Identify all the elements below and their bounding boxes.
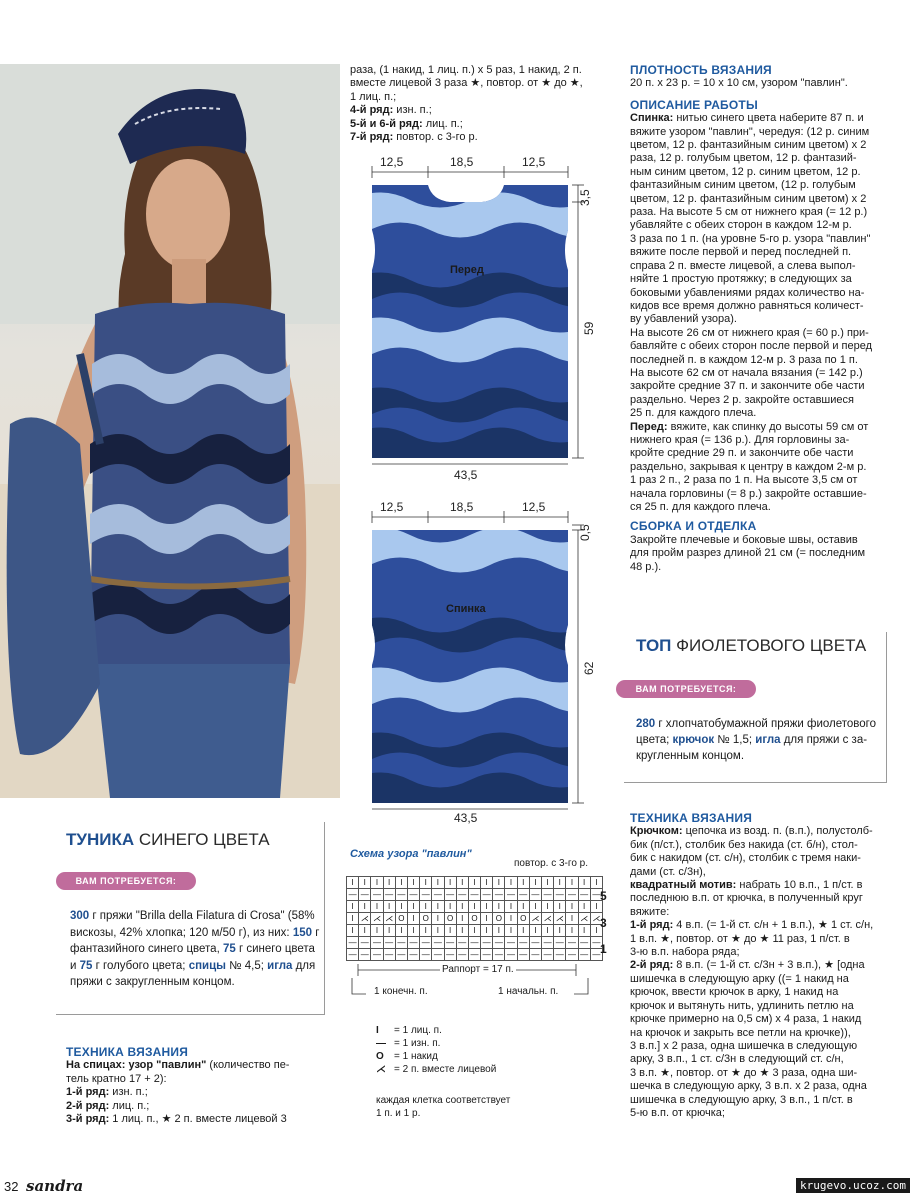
chart-cell: I (493, 925, 505, 937)
chart-cell: — (383, 937, 395, 949)
crochet-line: вяжите: (630, 905, 670, 918)
chart-cell: I (517, 877, 529, 889)
assembly-text (630, 534, 892, 574)
legend-item: — = 1 изн. п. (376, 1038, 441, 1049)
chart-cell: I (468, 877, 480, 889)
text-line: нижнего края (= 136 р.). Для горловины за- (630, 433, 850, 446)
text-line: закройте средние 37 п. и закончите обе части (630, 380, 865, 393)
chart-cell: — (395, 889, 407, 901)
text-line: кидов все время должно равняться количест- (630, 299, 864, 312)
tunic-needs-badge: ВАМ ПОТРЕБУЕТСЯ: (56, 872, 196, 890)
schematic-front-drawing (350, 150, 610, 490)
chart-cell: I (420, 925, 432, 937)
chart-cell: I (407, 925, 419, 937)
chart-cell: — (468, 889, 480, 901)
chart-cell: I (347, 925, 359, 937)
chart-cell: — (566, 889, 578, 901)
chart-cell: — (432, 937, 444, 949)
chart-cell: I (383, 901, 395, 913)
front-dim-top-right: 12,5 (522, 155, 546, 169)
chart-cell: I (395, 901, 407, 913)
schematic-back (350, 495, 610, 830)
chart-cell: I (420, 877, 432, 889)
chart-cell: — (517, 949, 529, 961)
chart-cell: — (468, 937, 480, 949)
chart-cell: I (359, 925, 371, 937)
chart-cell: — (371, 949, 383, 961)
chart-cell: — (359, 937, 371, 949)
chart-cell: O (468, 913, 480, 925)
chart-cell: I (468, 925, 480, 937)
chart-start-stitch: 1 начальн. п. (498, 986, 559, 997)
chart-cell: I (493, 877, 505, 889)
stitch-chart (346, 848, 618, 1048)
top-title: ТОП ФИОЛЕТОВОГО ЦВЕТА (636, 636, 867, 655)
instructions-right (630, 64, 892, 574)
chart-legend (376, 1024, 596, 1120)
text-line: Закройте плечевые и боковые швы, оставив (630, 533, 858, 546)
text-line: На высоте 62 см от начала вязания (= 142 р.) (630, 366, 863, 379)
chart-cell: — (481, 949, 493, 961)
chart-cell: — (395, 949, 407, 961)
back-description (630, 112, 892, 420)
chart-cell: I (578, 925, 590, 937)
text-line: цветом, 12 р. фантазийным синим цветом) x 2 (630, 139, 867, 152)
chart-cell: — (432, 949, 444, 961)
chart-cell: I (481, 925, 493, 937)
crochet-line: квадратный мотив: набрать 10 в.п., 1 п/ст. в (630, 879, 863, 892)
back-dim-top-left: 12,5 (380, 500, 404, 514)
back-dim-height: 62 (582, 661, 596, 675)
chart-cell: I (383, 877, 395, 889)
chart-cell: — (371, 889, 383, 901)
crochet-line: 2-й ряд: 8 в.п. (= 1-й ст. с/3н + 3 в.п.), ★ [одна (630, 959, 865, 972)
legend-symbol: I (376, 1025, 379, 1036)
chart-cell: — (456, 949, 468, 961)
chart-cell: — (420, 949, 432, 961)
pattern-line: вместе лицевой 3 раза ★, повтор. от ★ до ★, (350, 77, 583, 90)
legend-list (376, 1024, 596, 1076)
chart-cell: — (407, 949, 419, 961)
chart-cell: — (554, 889, 566, 901)
text-line: начала горловины (= 8 р.) закройте оставшие- (630, 487, 867, 500)
chart-cell: I (517, 901, 529, 913)
chart-row-1: 1 (600, 942, 607, 956)
crochet-line: на крючок и закрыть все петли на крючке)), (630, 1026, 851, 1039)
chart-cell: I (590, 901, 602, 913)
tunic-title: ТУНИКА СИНЕГО ЦВЕТА (66, 830, 270, 849)
text-line: боковыми убавлениями рядах количество на- (630, 286, 865, 299)
chart-cell: — (566, 937, 578, 949)
text-line: 3 раза по 1 п. (на уровне 5-го р. узора "павлин" (630, 232, 871, 245)
chart-cell: — (420, 937, 432, 949)
crochet-technique (630, 812, 892, 1120)
magazine-name: sandra (26, 1177, 84, 1195)
crochet-line: дами (ст. с/3н), (630, 865, 706, 878)
chart-cell: — (456, 937, 468, 949)
chart-cell: I (481, 877, 493, 889)
text-line: кройте средние 29 п. и закончите обе части (630, 447, 854, 460)
chart-cell: — (444, 937, 456, 949)
text-line: раздельно. Через 2 р. закройте оставшиеся (630, 393, 854, 406)
crochet-line: бик (п/ст.), столбик без накида (ст. б/н), стол- (630, 838, 858, 851)
knitting-technique: ТЕХНИКА ВЯЗАНИЯ На спицах: узор "павлин" (количество пе- тель кратно 17 + 2): 1-й ряд: изн. п.; 2-й ряд: лиц. п.; 3-й ряд: 1 лиц. п., ★ 2 п. вместе лицевой 3 (66, 1046, 328, 1126)
back-dim-top-mid: 18,5 (450, 500, 474, 514)
chart-cell: I (578, 901, 590, 913)
chart-cell: — (578, 949, 590, 961)
chart-cell: I (542, 877, 554, 889)
chart-cell: — (481, 937, 493, 949)
crochet-line: крючке примерно на 0,5 см) x 4 раза, 1 накид (630, 1013, 862, 1026)
chart-cell: I (432, 925, 444, 937)
chart-cell: I (590, 877, 602, 889)
chart-cell: — (395, 937, 407, 949)
text-line: 48 р.). (630, 560, 662, 573)
chart-cell: — (493, 937, 505, 949)
chart-cell: — (517, 937, 529, 949)
chart-cell: O (493, 913, 505, 925)
chart-cell: ⋌ (383, 913, 395, 925)
chart-end-stitch: 1 конечн. п. (374, 986, 428, 997)
chart-cell: I (456, 925, 468, 937)
chart-cell: O (420, 913, 432, 925)
crochet-line: 1 в.п. ★, повтор. от ★ до ★ 11 раз, 1 п/ст. в (630, 932, 850, 945)
pattern-row-4: 4-й ряд: изн. п.; (350, 104, 432, 117)
text-line: бавляйте с обеих сторон после первой и перед (630, 340, 873, 353)
crochet-line: бик с накидом (ст. с/н), столбик с тремя наки- (630, 852, 861, 865)
text-line: фантазийным синим цветом, (12 р. голубым (630, 179, 856, 192)
chart-cell: I (566, 877, 578, 889)
assembly-heading: СБОРКА И ОТДЕЛКА (630, 519, 757, 534)
pattern-row-7: 7-й ряд: повтор. с 3-го р. (350, 131, 478, 144)
crochet-line: 1-й ряд: 4 в.п. (= 1-й ст. с/н + 1 в.п.), ★ 1 ст. с/н, (630, 919, 874, 932)
chart-cell: — (529, 937, 541, 949)
schematic-front (350, 150, 610, 490)
back-dim-neck: 0,5 (578, 524, 592, 541)
pattern-line: 1 лиц. п.; (350, 90, 397, 103)
front-dim-top-mid: 18,5 (450, 155, 474, 169)
legend-symbol: — (376, 1038, 386, 1049)
chart-cell: I (395, 877, 407, 889)
chart-cell: — (505, 937, 517, 949)
chart-cell: I (566, 925, 578, 937)
chart-row-5: 5 (600, 889, 607, 903)
chart-cell: I (505, 877, 517, 889)
chart-cell: O (395, 913, 407, 925)
tech-left-heading: ТЕХНИКА ВЯЗАНИЯ (66, 1045, 189, 1059)
text-line: убавляйте с обеих сторон в каждом 12-м р. (630, 219, 852, 232)
chart-cell: I (542, 925, 554, 937)
chart-cell: — (529, 949, 541, 961)
chart-cell: — (371, 937, 383, 949)
chart-cell: — (590, 937, 602, 949)
text-line: раза, 12 р. голубым цветом, 12 р. фантазий- (630, 152, 857, 165)
legend-symbol: ⋌ (376, 1064, 386, 1075)
chart-cell: I (554, 901, 566, 913)
chart-cell: I (578, 877, 590, 889)
chart-cell: I (432, 913, 444, 925)
pattern-continued (350, 64, 610, 144)
crochet-line: шечка в следующую арку, 3 в.п. x 2 раза, одна (630, 1080, 867, 1093)
legend-item: ⋌ = 2 п. вместе лицевой (376, 1064, 497, 1075)
top-needs-badge: ВАМ ПОТРЕБУЕТСЯ: (616, 680, 756, 698)
chart-cell: — (347, 937, 359, 949)
chart-cell: — (566, 949, 578, 961)
crochet-line: Крючком: цепочка из возд. п. (в.п.), полустолб- (630, 825, 873, 838)
chart-cell: O (517, 913, 529, 925)
chart-cell: — (493, 949, 505, 961)
chart-cell: ⋌ (554, 913, 566, 925)
chart-cell: — (505, 949, 517, 961)
top-materials: 280 г хлопчатобумажной пряжи фиолетового цвета; крючок № 1,5; игла для пряжи с за- кругленным концом. (636, 718, 877, 762)
chart-cell: I (529, 877, 541, 889)
chart-cell: — (468, 949, 480, 961)
chart-cell: I (383, 925, 395, 937)
crochet-line: шишечка в следующую арку, 3 в.п., 1 п/ст. в (630, 1093, 853, 1106)
chart-cell: I (444, 901, 456, 913)
chart-cell: ⋌ (371, 913, 383, 925)
text-line: 1 раз 2 п., 2 раза по 1 п. На высоте 3,5 см от (630, 474, 858, 487)
chart-cell: I (505, 913, 517, 925)
chart-cell: I (407, 913, 419, 925)
chart-cell: I (542, 901, 554, 913)
text-line: На высоте 26 см от нижнего края (= 60 р.) при- (630, 326, 869, 339)
crochet-line: 3 в.п.] x 2 раза, одна шишечка в следующую (630, 1039, 858, 1052)
chart-grid (346, 876, 603, 961)
chart-cell: — (542, 949, 554, 961)
text-line: вяжите после первой и перед последней п. (630, 246, 852, 259)
back-dim-top-right: 12,5 (522, 500, 546, 514)
legend-note: каждая клетка соответствует (376, 1095, 511, 1106)
text-line: последней п. в каждом 12-м р. 3 раза по 1 п. (630, 353, 858, 366)
crochet-line: последнюю в.п. от крючка, в полученный круг (630, 892, 863, 905)
chart-cell: — (432, 889, 444, 901)
chart-cell: — (590, 949, 602, 961)
crochet-line: 5-ю в.п. от крючка; (630, 1106, 725, 1119)
chart-cell: I (456, 913, 468, 925)
description-heading: ОПИСАНИЕ РАБОТЫ (630, 97, 758, 112)
chart-cell: I (407, 901, 419, 913)
chart-cell: ⋌ (542, 913, 554, 925)
chart-cell: ⋌ (359, 913, 371, 925)
chart-cell: I (359, 901, 371, 913)
crochet-line: арку, 3 в.п., 1 ст. с/3н в следующий ст. с/н, (630, 1053, 844, 1066)
model-photo (0, 64, 340, 798)
chart-cell: I (371, 925, 383, 937)
chart-cell: I (554, 925, 566, 937)
pattern-row-5-6: 5-й и 6-й ряд: лиц. п.; (350, 117, 463, 130)
front-description (630, 421, 892, 515)
chart-cell: I (590, 925, 602, 937)
chart-cell: — (359, 949, 371, 961)
chart-cell: — (578, 937, 590, 949)
chart-cell: I (493, 901, 505, 913)
front-dim-height: 59 (582, 321, 596, 335)
back-label: Спинка (446, 603, 486, 615)
chart-cell: I (420, 901, 432, 913)
chart-cell: I (566, 913, 578, 925)
chart-cell: — (505, 889, 517, 901)
chart-cell: I (347, 877, 359, 889)
chart-cell: — (383, 949, 395, 961)
chart-cell: — (542, 937, 554, 949)
chart-row-3: 3 (600, 916, 607, 930)
chart-cell: — (444, 949, 456, 961)
text-line: для пройм разрез длиной 21 см (= последним (630, 547, 866, 560)
chart-cell: ⋌ (590, 913, 602, 925)
chart-cell: I (371, 901, 383, 913)
chart-table (346, 876, 603, 961)
chart-cell: I (444, 877, 456, 889)
chart-cell: — (590, 889, 602, 901)
legend-item: I = 1 лиц. п. (376, 1025, 442, 1036)
chart-cell: — (347, 889, 359, 901)
text-line: Перед: вяжите, как спинку до высоты 59 см от (630, 420, 869, 433)
legend-symbol: O (376, 1051, 384, 1062)
tunic-box (56, 822, 325, 1015)
chart-cell: — (493, 889, 505, 901)
chart-cell: — (347, 949, 359, 961)
chart-cell: I (432, 901, 444, 913)
chart-cell: I (481, 901, 493, 913)
chart-cell: I (432, 877, 444, 889)
chart-cell: I (505, 901, 517, 913)
chart-cell: I (407, 877, 419, 889)
chart-cell: I (359, 877, 371, 889)
chart-title: Схема узора "павлин" (350, 848, 472, 860)
page-number: 32 (4, 1179, 19, 1194)
chart-cell: — (420, 889, 432, 901)
text-line: справа 2 п. вместе лицевой, а слева выпол- (630, 259, 856, 272)
chart-cell: — (542, 889, 554, 901)
chart-cell: — (554, 949, 566, 961)
crochet-line: 3 в.п. ★, повтор. от ★ до ★ 3 раза, одна ши- (630, 1066, 858, 1079)
chart-cell: I (517, 925, 529, 937)
chart-cell: I (347, 913, 359, 925)
chart-cell: — (554, 937, 566, 949)
pattern-line: раза, (1 накид, 1 лиц. п.) x 5 раз, 1 накид, 2 п. (350, 64, 582, 76)
chart-cell: I (395, 925, 407, 937)
text-line: ся 25 п. для каждого плеча. (630, 501, 771, 513)
chart-cell: ⋌ (529, 913, 541, 925)
chart-cell: — (529, 889, 541, 901)
crochet-line: крючок, ввести крючок в арку, 1 накид на (630, 986, 839, 999)
top-violet-box (624, 632, 887, 783)
schematic-back-drawing (350, 495, 610, 830)
chart-cell: I (371, 877, 383, 889)
chart-cell: — (481, 889, 493, 901)
chart-cell: I (566, 901, 578, 913)
front-label: Перед (450, 264, 484, 276)
chart-repeat-note: повтор. с 3-го р. (514, 858, 588, 869)
chart-cell: — (359, 889, 371, 901)
chart-cell: — (444, 889, 456, 901)
chart-cell: I (554, 877, 566, 889)
text-line: 25 п. для каждого плеча. (630, 407, 757, 420)
chart-cell: I (456, 877, 468, 889)
tech-right-heading: ТЕХНИКА ВЯЗАНИЯ (630, 811, 753, 825)
legend-item: O = 1 накид (376, 1051, 438, 1062)
chart-cell: I (481, 913, 493, 925)
chart-cell: — (578, 889, 590, 901)
model-illustration (0, 64, 340, 798)
crochet-line: 3-ю в.п. набора ряда; (630, 946, 740, 959)
text-line: няйте 1 простую протяжку; в следующих за (630, 273, 852, 286)
chart-cell: I (456, 901, 468, 913)
chart-cell: O (444, 913, 456, 925)
text-line: Спинка: нитью синего цвета наберите 87 п. и (630, 112, 864, 125)
chart-cell: I (529, 925, 541, 937)
chart-rapport: Раппорт = 17 п. (442, 964, 514, 975)
crochet-line: шишечка в следующую арку ((= 1 накид на (630, 972, 849, 985)
page-footer (0, 1176, 914, 1200)
chart-cell: — (517, 889, 529, 901)
front-dim-neck: 3,5 (578, 189, 592, 206)
text-line: ным синим цветом, 12 р. синим цветом, 12 р. (630, 165, 861, 178)
chart-cell: — (407, 937, 419, 949)
chart-cell: — (407, 889, 419, 901)
chart-cell: ⋌ (578, 913, 590, 925)
density-text: 20 п. x 23 р. = 10 x 10 см, узором "павлин". (630, 77, 848, 90)
chart-cell: I (444, 925, 456, 937)
back-dim-width: 43,5 (454, 811, 478, 825)
front-dim-width: 43,5 (454, 468, 478, 482)
density-heading: ПЛОТНОСТЬ ВЯЗАНИЯ (630, 63, 772, 77)
text-line: цветом, 12 р. фантазийным синим цветом) x 2 (630, 192, 867, 205)
text-line: вяжите узором "павлин", чередуя: (12 р. синим (630, 125, 870, 138)
chart-cell: I (468, 901, 480, 913)
text-line: раза. На высоте 5 см от нижнего края (= 12 р.) (630, 206, 868, 219)
legend-note: 1 п. и 1 р. (376, 1108, 421, 1119)
text-line: ву убавлений узора). (630, 313, 737, 326)
chart-cell: — (383, 889, 395, 901)
front-dim-top-left: 12,5 (380, 155, 404, 169)
chart-cell: — (456, 889, 468, 901)
site-watermark: krugevo.ucoz.com (796, 1178, 910, 1193)
chart-cell: I (347, 901, 359, 913)
tunic-materials: 300 г пряжи "Brilla della Filatura di Crosa" (58% вискозы, 42% хлопка; 120 м/50 г), из них: 150 г фантазийного синего цвета, 75 г синего цвета и 75 г голубого цвета; спицы № 4,5; игла для пряжи с закругленным концом. (70, 910, 320, 988)
crochet-line: крючок и вытянуть нить, удлинить петлю на (630, 999, 854, 1012)
chart-cell: I (529, 901, 541, 913)
text-line: раздельно, закрывая к центру в каждом 2-м р. (630, 460, 867, 473)
crochet-lines (630, 825, 892, 1120)
chart-cell: I (505, 925, 517, 937)
